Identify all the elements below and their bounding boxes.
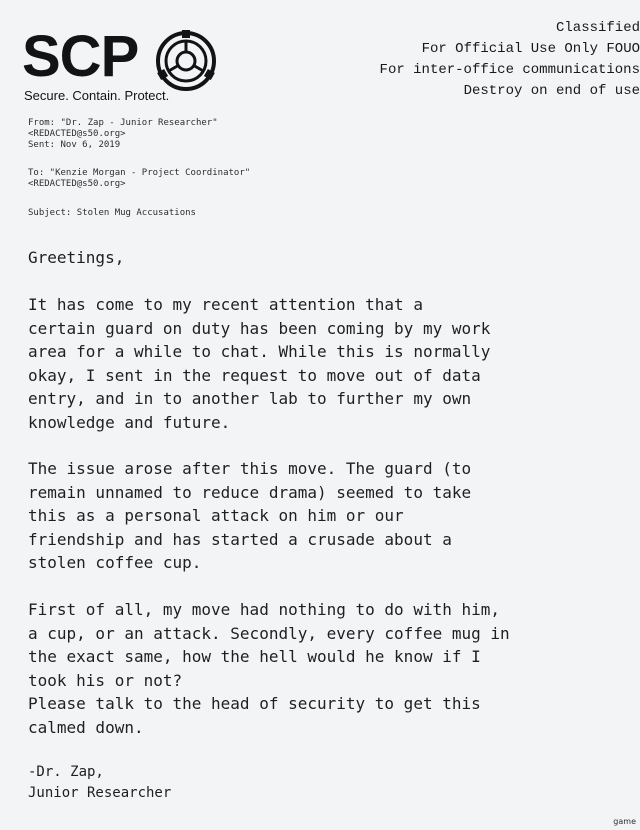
text-line: It has come to my recent attention that a (28, 295, 423, 314)
letter-greeting: Greetings, (28, 248, 125, 267)
email-from-address: <REDACTED@s50.org> (28, 129, 126, 139)
email-to-address: <REDACTED@s50.org> (28, 179, 126, 189)
text-line: The issue arose after this move. The guard (to (28, 459, 472, 478)
classification-level: Classified (555, 20, 640, 36)
logo-tagline: Secure. Contain. Protect. (24, 88, 170, 103)
text-line: Please talk to the head of security to get this (28, 694, 481, 713)
text-line: knowledge and future. (28, 412, 231, 432)
letter-paragraph-2 (28, 457, 628, 575)
text-line: the exact same, how the hell would he know if I (28, 647, 481, 666)
email-to: To: "Kenzie Morgan - Project Coordinator" (28, 168, 251, 178)
scp-emblem-icon (155, 30, 217, 92)
text-line: First of all, my move had nothing to do with him, (28, 600, 501, 619)
signature-name: -Dr. Zap, (28, 764, 104, 780)
classification-line: Destroy on end of use (463, 83, 640, 99)
text-line: entry, and in to another lab to further my own (28, 389, 472, 408)
scp-logo (22, 24, 222, 108)
classification-line: For Official Use Only FOUO (421, 41, 640, 57)
email-from-block (28, 118, 218, 151)
letter-paragraph-3 (28, 598, 628, 739)
text-line: calmed down. (28, 717, 144, 737)
email-sent: Sent: Nov 6, 2019 (28, 140, 121, 150)
text-line: okay, I sent in the request to move out of data (28, 365, 481, 385)
signature-title: Junior Researcher (28, 785, 172, 801)
text-line: certain guard on duty has been coming by my work (28, 318, 491, 338)
email-subject: Subject: Stolen Mug Accusations (28, 208, 196, 218)
text-line: this as a personal attack on him or our (28, 506, 404, 525)
text-line: a cup, or an attack. Secondly, every coffee mug in (28, 623, 510, 643)
watermark: game (613, 817, 636, 826)
logo-wordmark: SCP (22, 24, 139, 89)
text-line: remain unnamed to reduce drama) seemed to take (28, 482, 472, 502)
text-line: took his or not? (28, 670, 183, 690)
letter-paragraph-1 (28, 293, 628, 434)
email-to-block (28, 168, 250, 190)
letter-signature (28, 762, 171, 804)
text-line: area for a while to chat. While this is normally (28, 342, 491, 361)
classification-block (360, 18, 640, 102)
text-line: friendship and has started a crusade about a (28, 529, 452, 549)
text-line: stolen coffee cup. (28, 553, 202, 572)
classification-line: For inter-office communications (379, 62, 640, 78)
email-from: From: "Dr. Zap - Junior Researcher" (28, 118, 218, 128)
